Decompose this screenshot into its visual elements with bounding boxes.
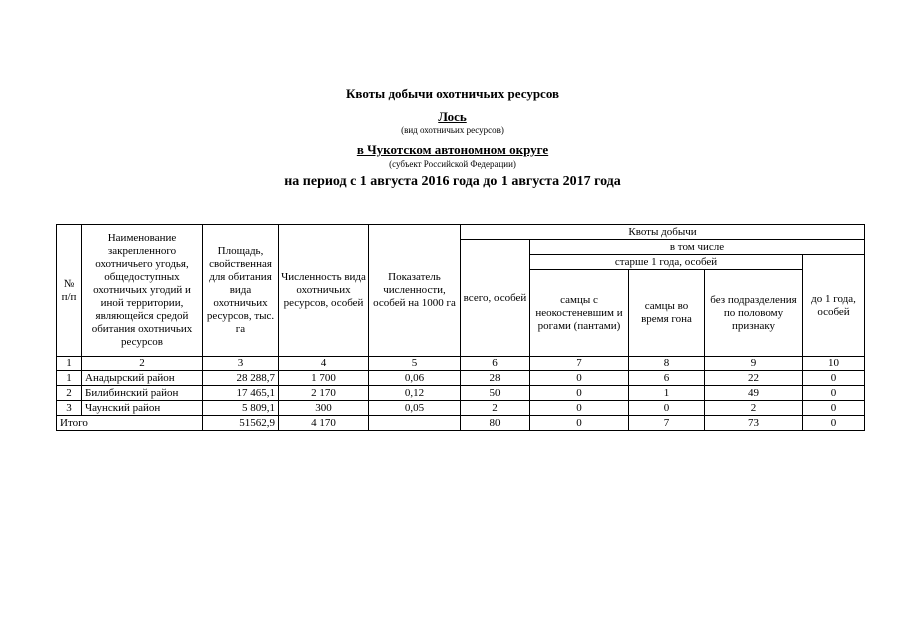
row-no-sex: 22 (705, 371, 803, 386)
species-caption: (вид охотничьих ресурсов) (401, 125, 504, 135)
row-number: 1 (57, 371, 82, 386)
column-number: 10 (803, 357, 865, 371)
row-population: 1 700 (279, 371, 369, 386)
row-under1: 0 (803, 371, 865, 386)
table-row (57, 371, 865, 386)
row-population: 300 (279, 401, 369, 416)
row-males-antlers: 0 (530, 386, 629, 401)
row-name: Чаунский район (82, 401, 203, 416)
row-density: 0,05 (369, 401, 461, 416)
row-total: 50 (461, 386, 530, 401)
column-number: 1 (57, 357, 82, 371)
header-no-sex: без подразделения по половому признаку (705, 270, 803, 357)
row-males-antlers: 0 (530, 401, 629, 416)
row-area: 5 809,1 (203, 401, 279, 416)
table-row (57, 401, 865, 416)
document-title: Квоты добычи охотничьих ресурсов (345, 86, 560, 101)
row-total: 2 (461, 401, 530, 416)
row-males-rut: 6 (629, 371, 705, 386)
column-number: 2 (82, 357, 203, 371)
header-total: всего, особей (461, 240, 530, 357)
column-number: 7 (530, 357, 629, 371)
row-males-antlers: 0 (530, 371, 629, 386)
row-males-rut: 1 (629, 386, 705, 401)
header-under1: до 1 года, особей (803, 255, 865, 357)
header-older: старше 1 года, особей (530, 255, 803, 270)
total-population: 4 170 (279, 416, 369, 431)
row-no-sex: 2 (705, 401, 803, 416)
total-under1: 0 (803, 416, 865, 431)
region-caption: (субъект Российской Федерации) (389, 159, 516, 169)
row-total: 28 (461, 371, 530, 386)
region-name: в Чукотском автономном округе (356, 142, 549, 157)
total-row (57, 416, 865, 431)
row-density: 0,06 (369, 371, 461, 386)
header-name: Наименование закрепленного охотничьего угодья, общедоступных охотничьих угодий и иной территории, являющейся средой обитания охотничьих ресурсов (82, 225, 203, 357)
total-area: 51562,9 (203, 416, 279, 431)
total-total: 80 (461, 416, 530, 431)
column-number: 8 (629, 357, 705, 371)
table-row (57, 386, 865, 401)
row-under1: 0 (803, 386, 865, 401)
column-number: 3 (203, 357, 279, 371)
row-density: 0,12 (369, 386, 461, 401)
header-quota: Квоты добычи (461, 225, 865, 240)
total-males-rut: 7 (629, 416, 705, 431)
quota-table (56, 224, 865, 431)
header-males-rut: самцы во время гона (629, 270, 705, 357)
row-area: 28 288,7 (203, 371, 279, 386)
header-area: Площадь, свойственная для обитания вида охотничьих ресурсов, тыс. га (203, 225, 279, 357)
header-density: Показатель численности, особей на 1000 га (369, 225, 461, 357)
period-title: на период с 1 августа 2016 года до 1 августа 2017 года (284, 174, 621, 189)
row-number: 3 (57, 401, 82, 416)
row-under1: 0 (803, 401, 865, 416)
total-males-antlers: 0 (530, 416, 629, 431)
row-area: 17 465,1 (203, 386, 279, 401)
total-density (369, 416, 461, 431)
column-number: 5 (369, 357, 461, 371)
row-name: Билибинский район (82, 386, 203, 401)
total-label: Итого (57, 416, 203, 431)
species-name: Лось (438, 109, 467, 124)
row-males-rut: 0 (629, 401, 705, 416)
header-including: в том числе (530, 240, 865, 255)
header-males-antlers: самцы с неокостеневшим и рогами (пантами) (530, 270, 629, 357)
row-no-sex: 49 (705, 386, 803, 401)
row-number: 2 (57, 386, 82, 401)
header-population: Численность вида охотничьих ресурсов, особей (279, 225, 369, 357)
column-number: 6 (461, 357, 530, 371)
row-population: 2 170 (279, 386, 369, 401)
row-name: Анадырский район (82, 371, 203, 386)
header-num: № п/п (57, 225, 82, 357)
total-no-sex: 73 (705, 416, 803, 431)
column-number-row (57, 357, 865, 371)
column-number: 4 (279, 357, 369, 371)
column-number: 9 (705, 357, 803, 371)
